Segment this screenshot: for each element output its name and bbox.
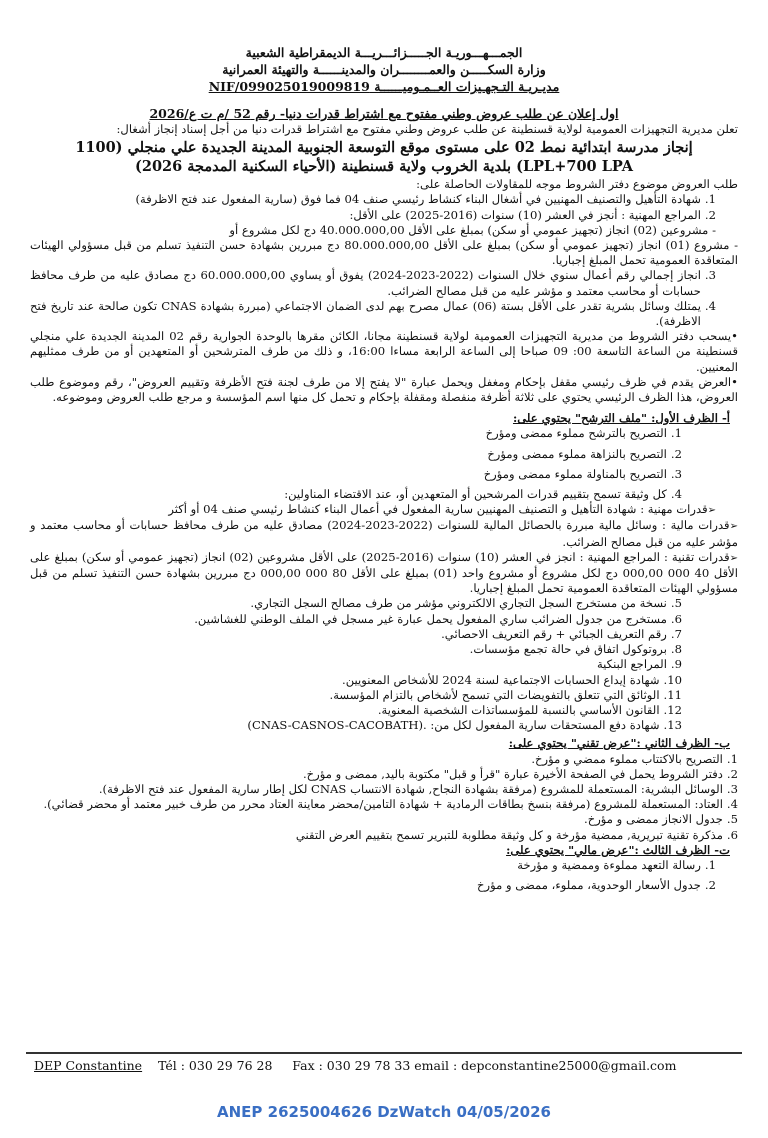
list-item: 4. كل وثيقة تسمح بتقييم قدرات المرشحين أو المتعهدين أو، عند الاقتضاء المناولين: [284,487,682,502]
footer-org: DEP Constantine [34,1058,143,1073]
list-item: 8. بروتوكول اتفاق في حالة تجمع مؤسسات. [469,642,682,657]
footer-contact [34,1058,676,1073]
list-item: 3. انجاز إجمالي رقم أعمال سنوي خلال السنوات (2022-2023-2024) يفوق أو يساوي 60.000.000,00 دج مصادق عليه من طرف محافظ حسابات أو محاسب معتمد و مؤشر عليه من قبل مصالح الضرائب. [30,268,716,298]
list-item: 10. شهادة إيداع الحسابات الاجتماعية لسنة 2024 للأشخاص المعنويين. [342,672,682,687]
list-item: 2. جدول الأسعار الوحدوية، مملوء، ممضى و مؤرخ [477,878,716,893]
anep-reference: ANEP 2625004626 DzWatch 04/05/2026 [217,1103,551,1121]
list-item: 4. العتاد: المستعملة للمشروع (مرفقة بنسخ بطاقات الرمادية + شهادة التامين/محضر معاينة العتاد محرر من طرف خبير معتمد أو محضر قضائي). [43,797,738,812]
list-item: 9. المراجع البنكية [596,657,682,672]
list-item: 1. التصريح بالترشح مملوء ممضى ومؤرخ [485,426,682,441]
envelope1-title: أ- الظرف الأول: "ملف الترشح" يحتوي على: [512,411,730,426]
list-item: 6. مذكرة تقنية تبريرية, ممضية مؤرخة و كل وثيقة مطلوبة للتبرير تسمح بتقييم العرض التقني [295,827,738,842]
announcement-body [30,122,738,893]
list-item: 4. يمتلك وسائل بشرية تقدر على الأقل بستة (06) عمال مصرح بهم لدى الضمان الاجتماعي (مبررة بشهادة CNAS تكون صالحة عند تاريخ فتح الاظرفة). [30,298,716,329]
capacity-item: ➢ قدرات مالية : وسائل مالية مبررة بالحصائل المالية للسنوات (2022-2023-2024) مصادق عليه من طرف محافظ حسابات أو محاسب معتمد و مؤشر عليه من قبل مصالح الضرائب. [30,518,738,549]
list-item: 1. شهادة التأهيل والتصنيف المهنيين في أشغال البناء كنشاط رئيسي صنف 04 فما فوق (سارية المفعول عند فتح الاظرفة) [135,192,716,207]
list-item: 1. رسالة التعهد مملوءة وممضية و مؤرخة [517,857,716,872]
footer-fax: Fax : 030 29 78 33 [292,1058,411,1073]
list-item: 2. المراجع المهنية : أنجز في العشر (10) سنوات (2016-2025) على الأقل: [349,207,716,222]
list-item: 2. التصريح بالنزاهة مملوء ممضى ومؤرخ [487,446,682,461]
envelope2-title: ب- الظرف الثاني :"عرض تقني" يحتوي على: [508,736,730,751]
requirements-intro: طلب العروض موضوع دفتر الشروط موجه للمقاولات الحاصلة على: [416,177,738,192]
list-item: 1. التصريح بالاكتتاب مملوء ممضي و مؤرخ. [531,751,738,766]
capacity-item: ➢ قدرات تقنية : المراجع المهنية : انجز في العشر (10) سنوات (2016-2025) على الأقل مشروعين (02) انجاز (تجهيز عمومي أو سكن) بمبلغ على الأقل 40 000 000,00 دج لكل مشروع أو مشروع واحد (01) بمبلغ على الأقل 80 000 000,00 دج مبررين بشهادة حسن التنفيذ تسلم من قبل مسؤولي الهيئات المتعاقدة العمومية تحمل المبلغ إجباريا. [30,550,738,597]
footer-tel: Tél : 030 29 76 28 [158,1058,273,1073]
footer-email[interactable]: email : depconstantine25000@gmail.com [414,1058,677,1073]
footer-divider [26,1052,742,1054]
header-ministry: وزارة السكـــــن والعمــــــــران والمدينــــــة والتهيئة العمرانية [222,62,546,77]
note-paragraph: • العرض يقدم في ظرف رئيسي مقفل بإحكام ومغفل ويحمل عبارة "لا يفتح إلا من طرف لجنة فتح الأظرفة وتقييم العروض"، رقم وموضوع طلب العروض، هذا الظرف الرئيسي يحتوي على ثلاثة أظرفة منفصلة ومقفلة بإحكام و تحمل كل منها اسم المؤسسة و مرجع طلب العروض وموضوعه. [30,375,738,405]
header-block [60,44,708,122]
header-republic: الجمـــهـــوريـة الجـــــزائـــريـــة الديمقراطية الشعبية [245,45,523,60]
list-item: 6. مستخرج من جدول الضرائب ساري المفعول يحمل عبارة غير مسجل في الملف الوطني للغشاشين. [194,611,682,626]
list-item: 12. القانون الأساسي بالنسبة للمؤسساتذات الشخصية المعنوية. [377,702,682,717]
list-item: 11. الوثائق التي تتعلق بالتفويضات التي تسمح لأشخاص بالتزام المؤسسة. [329,687,682,702]
project-title: إنجاز مدرسة ابتدائية نمط 02 على مستوى موقع التوسعة الجنوبية المدينة الجديدة علي منجلي (1100 LPL+700 LPA) بلدية الخروب ولاية قسنطينة (الأحياء السكنية المدمجة 2026) [75,139,693,176]
header-announcement-title: اول إعلان عن طلب عروض وطني مفتوح مع اشتراط قدرات دنيا- رقم 52 /م ت ع/2026 [149,106,619,121]
list-item: 7. رقم التعريف الجبائي + رقم التعريف الاحصائي. [441,626,682,641]
list-item: 13. شهادة دفع المستحقات سارية المفعول لكل من: .(CNAS-CASNOS-CACOBATH) [247,718,682,733]
list-item: 3. التصريح بالمناولة مملوء ممضى ومؤرخ [483,466,682,481]
list-item: 5. نسخة من مستخرج السجل التجاري الالكتروني مؤشر من طرف مصالح السجل التجاري. [250,596,682,611]
note-paragraph: • يسحب دفتر الشروط من مديرية التجهيزات العمومية لولاية قسنطينة مجانا، الكائن مقرها بالوحدة الجوارية رقم 02 المدينة الجديدة علي منجلي قسنطينة من الساعة التاسعة 00: 09 صباحا إلى الساعة الرابعة مساءا 16:00، و ذلك من طرف المترشحين أو المتعهدين أو من طرف ممثليهم المعنيين. [30,329,738,375]
list-sub-item: - مشروعين (02) انجاز (تجهيز عمومي أو سكن) بمبلغ على الأقل 40.000.000,00 دج لكل مشروع أو [229,222,716,237]
envelope3-title: ت- الظرف الثالث :"عرض مالي" يحتوي على: [506,842,730,857]
intro-paragraph: تعلن مديرية التجهيزات العمومية لولاية قسنطينة عن طلب عروض وطني مفتوح مع اشتراط قدرات دنيا من أجل إسناد إنجاز أشغال: [116,122,738,136]
header-directorate: مديـريـة التـجهـيزات العــمـوميــــــة NIF/099025019009819 [208,79,560,94]
list-sub-item: - مشروع (01) انجاز (تجهيز عمومي أو سكن) بمبلغ على الأقل 80.000.000,00 دج مبررين بشهادة حسن التنفيذ تسلم من قبل مسؤولي الهيئات المتعاقدة العمومية تحمل المبلغ إجباريا. [30,238,739,268]
list-item: 2. دفتر الشروط يحمل في الصفحة الأخيرة عبارة "قرأ و قبل" مكتوبة باليد, ممضى و مؤرخ. [303,766,738,781]
capacity-item: ➢ قدرات مهنية : شهادة التأهيل و التصنيف المهنيين سارية المفعول في أعمال البناء كنشاط رئيسي صنف 04 أو أكثر [30,502,738,518]
list-item: 5. جدول الانجاز ممضى و مؤرخ. [584,812,738,827]
list-item: 3. الوسائل البشرية: المستعملة للمشروع (مرفقة بشهادة النجاح, شهادة الانتساب CNAS لكل إطار سارية المفعول عند فتح الاظرفة). [98,781,738,796]
